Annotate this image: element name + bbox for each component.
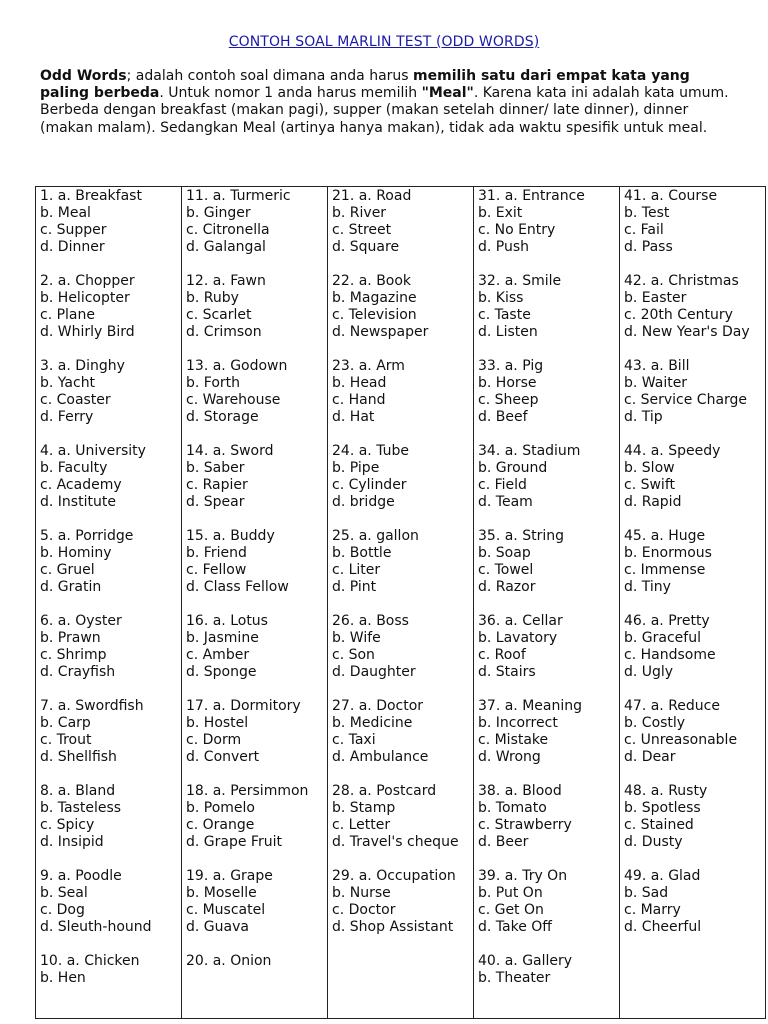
question-block: [478, 868, 619, 936]
question-option: d. Wrong: [478, 749, 541, 765]
question-block: [624, 528, 765, 596]
question-option-a: 17. a. Dormitory: [186, 698, 301, 714]
question-block: [186, 358, 327, 426]
question-option: d. Shop Assistant: [332, 919, 454, 935]
question-block: [40, 953, 181, 987]
question-option: c. Stained: [624, 817, 694, 833]
question-option: c. 20th Century: [624, 307, 733, 323]
question-option-a: 10. a. Chicken: [40, 953, 140, 969]
question-block: [40, 528, 181, 596]
question-option-a: 12. a. Fawn: [186, 273, 266, 289]
question-option-a: 31. a. Entrance: [478, 188, 585, 204]
question-option: b. Horse: [478, 375, 537, 391]
question-option: d. Ambulance: [332, 749, 429, 765]
question-option: d. Rapid: [624, 494, 682, 510]
question-option: d. Shellfish: [40, 749, 117, 765]
question-option: c. Taste: [478, 307, 531, 323]
intro-emphasis: memilih satu dari empat kata yang paling berbeda: [40, 68, 690, 102]
question-option: b. Nurse: [332, 885, 391, 901]
question-option-a: 1. a. Breakfast: [40, 188, 142, 204]
question-block: [186, 868, 327, 936]
question-option: b. Soap: [478, 545, 531, 561]
question-option: c. Taxi: [332, 732, 376, 748]
question-option: b. Bottle: [332, 545, 392, 561]
question-column-1: [36, 187, 182, 1019]
intro-text-2: . Untuk nomor 1 anda harus memilih: [159, 85, 422, 102]
question-option: d. Push: [478, 239, 530, 255]
question-option: b. Hominy: [40, 545, 112, 561]
question-option: c. Sheep: [478, 392, 539, 408]
question-option: d. Ferry: [40, 409, 94, 425]
question-option: d. Daughter: [332, 664, 416, 680]
question-option: c. Hand: [332, 392, 386, 408]
question-option: c. Street: [332, 222, 392, 238]
question-option: c. No Entry: [478, 222, 556, 238]
question-block: [478, 358, 619, 426]
question-option: d. Class Fellow: [186, 579, 289, 595]
question-column-3: [328, 187, 474, 1019]
question-option: c. Unreasonable: [624, 732, 738, 748]
question-option: b. Carp: [40, 715, 91, 731]
question-option: b. Test: [624, 205, 670, 221]
question-option: d. Crayfish: [40, 664, 116, 680]
question-option: c. Service Charge: [624, 392, 748, 408]
question-option: d. Cheerful: [624, 919, 702, 935]
question-option: c. Orange: [186, 817, 255, 833]
question-option: b. Stamp: [332, 800, 396, 816]
question-option: b. Put On: [478, 885, 543, 901]
question-option-a: 37. a. Meaning: [478, 698, 582, 714]
question-block: [186, 698, 327, 766]
question-option: b. Moselle: [186, 885, 257, 901]
question-option: d. Dusty: [624, 834, 683, 850]
question-option: b. Tomato: [478, 800, 547, 816]
question-option: b. Slow: [624, 460, 675, 476]
question-option-a: 47. a. Reduce: [624, 698, 720, 714]
question-option: b. Graceful: [624, 630, 701, 646]
question-option-a: 7. a. Swordfish: [40, 698, 144, 714]
question-option: d. Insipid: [40, 834, 104, 850]
question-option-a: 15. a. Buddy: [186, 528, 275, 544]
question-block: [40, 868, 181, 936]
question-option: c. Immense: [624, 562, 706, 578]
question-option: b. Prawn: [40, 630, 101, 646]
question-option: c. Television: [332, 307, 417, 323]
question-option: d. Whirly Bird: [40, 324, 135, 340]
question-option: c. Shrimp: [40, 647, 107, 663]
question-option-a: 3. a. Dinghy: [40, 358, 125, 374]
question-option: b. Tasteless: [40, 800, 122, 816]
question-option: b. Enormous: [624, 545, 712, 561]
question-option: d. Square: [332, 239, 400, 255]
question-block: [332, 613, 473, 681]
question-block: [186, 953, 327, 970]
question-option-a: 14. a. Sword: [186, 443, 274, 459]
question-option: c. Doctor: [332, 902, 396, 918]
question-option: c. Fail: [624, 222, 664, 238]
question-option: b. Friend: [186, 545, 247, 561]
question-option: d. Stairs: [478, 664, 536, 680]
question-column-4: [474, 187, 620, 1019]
question-option: b. Lavatory: [478, 630, 558, 646]
questions-table: [35, 186, 766, 1019]
question-option-a: 4. a. University: [40, 443, 146, 459]
question-option: c. Plane: [40, 307, 95, 323]
question-option: c. Get On: [478, 902, 544, 918]
question-block: [478, 953, 619, 987]
question-option: b. Seal: [40, 885, 88, 901]
questions-row: [36, 187, 766, 1019]
question-option: b. Easter: [624, 290, 687, 306]
question-block: [624, 273, 765, 341]
question-block: [624, 188, 765, 256]
question-option: c. Marry: [624, 902, 681, 918]
question-option: c. Swift: [624, 477, 675, 493]
question-option: b. Ground: [478, 460, 548, 476]
question-block: [332, 868, 473, 936]
question-option-a: 21. a. Road: [332, 188, 412, 204]
question-option: c. Cylinder: [332, 477, 407, 493]
question-option: b. Pipe: [332, 460, 380, 476]
question-option-a: 35. a. String: [478, 528, 564, 544]
question-option: c. Strawberry: [478, 817, 572, 833]
question-option: b. Hostel: [186, 715, 249, 731]
intro-paragraph: [40, 68, 730, 137]
question-option: c. Warehouse: [186, 392, 281, 408]
question-option: c. Dog: [40, 902, 85, 918]
question-block: [40, 188, 181, 256]
question-column-2: [182, 187, 328, 1019]
question-option: c. Academy: [40, 477, 122, 493]
question-option-a: 34. a. Stadium: [478, 443, 581, 459]
question-option-a: 36. a. Cellar: [478, 613, 563, 629]
question-option: b. Forth: [186, 375, 241, 391]
question-option: d. bridge: [332, 494, 395, 510]
question-block: [186, 443, 327, 511]
question-option: c. Scarlet: [186, 307, 252, 323]
intro-answer: "Meal": [421, 85, 474, 102]
question-option: c. Liter: [332, 562, 381, 578]
question-option: c. Son: [332, 647, 375, 663]
question-option: d. Dear: [624, 749, 676, 765]
question-option: b. Kiss: [478, 290, 524, 306]
question-option: d. Tiny: [624, 579, 671, 595]
question-block: [478, 443, 619, 511]
question-option: b. Costly: [624, 715, 686, 731]
question-option: b. Helicopter: [40, 290, 130, 306]
question-option: d. Sleuth-hound: [40, 919, 152, 935]
question-option: c. Spicy: [40, 817, 95, 833]
question-block: [478, 698, 619, 766]
question-option-a: 39. a. Try On: [478, 868, 568, 884]
question-block: [624, 868, 765, 936]
question-option: b. Head: [332, 375, 387, 391]
question-option-a: 46. a. Pretty: [624, 613, 710, 629]
question-option-a: 32. a. Smile: [478, 273, 562, 289]
question-option: b. Faculty: [40, 460, 108, 476]
question-option-a: 19. a. Grape: [186, 868, 273, 884]
question-option: d. Sponge: [186, 664, 257, 680]
question-option-a: 13. a. Godown: [186, 358, 288, 374]
question-option: b. Saber: [186, 460, 245, 476]
question-column-5: [620, 187, 766, 1019]
question-block: [332, 528, 473, 596]
question-option-a: 43. a. Bill: [624, 358, 690, 374]
question-option: b. River: [332, 205, 387, 221]
question-option: b. Wife: [332, 630, 381, 646]
question-option: b. Sad: [624, 885, 669, 901]
question-option: c. Letter: [332, 817, 391, 833]
question-option: c. Dorm: [186, 732, 242, 748]
question-option: d. Ugly: [624, 664, 674, 680]
question-block: [186, 783, 327, 851]
question-option: c. Gruel: [40, 562, 95, 578]
question-option: d. New Year's Day: [624, 324, 750, 340]
intro-term: Odd Words: [40, 68, 127, 84]
question-option: c. Muscatel: [186, 902, 266, 918]
intro-text-3: . Karena kata ini adalah kata umum. Berbeda dengan breakfast (makan pagi), supper (makan setelah dinner/ late dinner), dinner (makan malam). Sedangkan Meal (artinya hanya makan), tidak ada waktu spesifik untuk meal.: [40, 85, 729, 136]
question-block: [332, 698, 473, 766]
question-option: d. Gratin: [40, 579, 102, 595]
question-block: [478, 273, 619, 341]
question-option: b. Yacht: [40, 375, 96, 391]
question-option: c. Field: [478, 477, 527, 493]
question-option-a: 40. a. Gallery: [478, 953, 573, 969]
question-option-a: 6. a. Oyster: [40, 613, 122, 629]
question-option: c. Supper: [40, 222, 107, 238]
question-option: c. Roof: [478, 647, 526, 663]
question-option-a: 24. a. Tube: [332, 443, 409, 459]
question-option: c. Fellow: [186, 562, 247, 578]
question-option-a: 45. a. Huge: [624, 528, 706, 544]
question-option: b. Medicine: [332, 715, 413, 731]
question-option: d. Dinner: [40, 239, 105, 255]
question-option-a: 2. a. Chopper: [40, 273, 135, 289]
question-block: [478, 188, 619, 256]
question-block: [186, 528, 327, 596]
question-option: b. Ruby: [186, 290, 239, 306]
question-option-a: 48. a. Rusty: [624, 783, 708, 799]
question-block: [186, 273, 327, 341]
question-option: d. Hat: [332, 409, 375, 425]
question-option-a: 8. a. Bland: [40, 783, 116, 799]
question-option-a: 44. a. Speedy: [624, 443, 721, 459]
question-block: [478, 528, 619, 596]
question-option: b. Theater: [478, 970, 551, 986]
question-option-a: 18. a. Persimmon: [186, 783, 309, 799]
question-block: [332, 273, 473, 341]
question-option: d. Crimson: [186, 324, 262, 340]
question-option: d. Newspaper: [332, 324, 429, 340]
question-block: [624, 698, 765, 766]
question-option-a: 23. a. Arm: [332, 358, 405, 374]
question-block: [40, 783, 181, 851]
question-option: b. Incorrect: [478, 715, 558, 731]
question-option: d. Beer: [478, 834, 529, 850]
question-option: c. Rapier: [186, 477, 248, 493]
question-option: c. Amber: [186, 647, 250, 663]
question-option: c. Towel: [478, 562, 534, 578]
question-option-a: 20. a. Onion: [186, 953, 272, 969]
question-option-a: 41. a. Course: [624, 188, 718, 204]
question-block: [40, 613, 181, 681]
question-block: [624, 443, 765, 511]
question-block: [186, 613, 327, 681]
question-block: [40, 698, 181, 766]
question-option: d. Beef: [478, 409, 528, 425]
question-block: [40, 443, 181, 511]
question-option: d. Storage: [186, 409, 259, 425]
question-option: b. Hen: [40, 970, 86, 986]
question-block: [332, 443, 473, 511]
question-block: [478, 613, 619, 681]
question-option-a: 42. a. Christmas: [624, 273, 739, 289]
question-option-a: 25. a. gallon: [332, 528, 419, 544]
question-block: [332, 358, 473, 426]
question-option: d. Team: [478, 494, 533, 510]
question-option: d. Take Off: [478, 919, 552, 935]
question-option: b. Magazine: [332, 290, 417, 306]
question-option-a: 28. a. Postcard: [332, 783, 437, 799]
question-option: b. Spotless: [624, 800, 701, 816]
question-option-a: 16. a. Lotus: [186, 613, 268, 629]
question-block: [40, 358, 181, 426]
question-block: [624, 613, 765, 681]
question-option: b. Pomelo: [186, 800, 256, 816]
question-option: b. Jasmine: [186, 630, 259, 646]
question-option: c. Mistake: [478, 732, 549, 748]
question-option: d. Institute: [40, 494, 116, 510]
question-option-a: 26. a. Boss: [332, 613, 409, 629]
page-title: CONTOH SOAL MARLIN TEST (ODD WORDS): [228, 34, 540, 50]
question-option-a: 33. a. Pig: [478, 358, 544, 374]
question-option-a: 38. a. Blood: [478, 783, 562, 799]
question-option: d. Travel's cheque: [332, 834, 459, 850]
question-block: [332, 188, 473, 256]
question-option-a: 5. a. Porridge: [40, 528, 134, 544]
question-option-a: 27. a. Doctor: [332, 698, 424, 714]
question-block: [624, 358, 765, 426]
question-option: d. Tip: [624, 409, 663, 425]
question-option: c. Handsome: [624, 647, 716, 663]
question-option: c. Coaster: [40, 392, 111, 408]
question-option-a: 11. a. Turmeric: [186, 188, 291, 204]
question-block: [624, 783, 765, 851]
question-option: d. Listen: [478, 324, 538, 340]
question-option: d. Pass: [624, 239, 673, 255]
question-option-a: 22. a. Book: [332, 273, 412, 289]
question-option: c. Citronella: [186, 222, 270, 238]
question-block: [478, 783, 619, 851]
question-option: b. Meal: [40, 205, 91, 221]
question-block: [40, 273, 181, 341]
question-option-a: 49. a. Glad: [624, 868, 701, 884]
question-option: d. Galangal: [186, 239, 266, 255]
question-option: d. Pint: [332, 579, 377, 595]
question-option: d. Convert: [186, 749, 260, 765]
question-block: [186, 188, 327, 256]
question-option: b. Ginger: [186, 205, 251, 221]
question-option: c. Trout: [40, 732, 92, 748]
question-option: d. Grape Fruit: [186, 834, 282, 850]
intro-text-1: ; adalah contoh soal dimana anda harus: [126, 68, 414, 84]
question-option: d. Razor: [478, 579, 536, 595]
question-option: b. Exit: [478, 205, 523, 221]
question-option: d. Guava: [186, 919, 249, 935]
question-block: [332, 783, 473, 851]
question-option: d. Spear: [186, 494, 245, 510]
question-option-a: 29. a. Occupation: [332, 868, 456, 884]
question-option-a: 9. a. Poodle: [40, 868, 122, 884]
question-option: b. Waiter: [624, 375, 688, 391]
